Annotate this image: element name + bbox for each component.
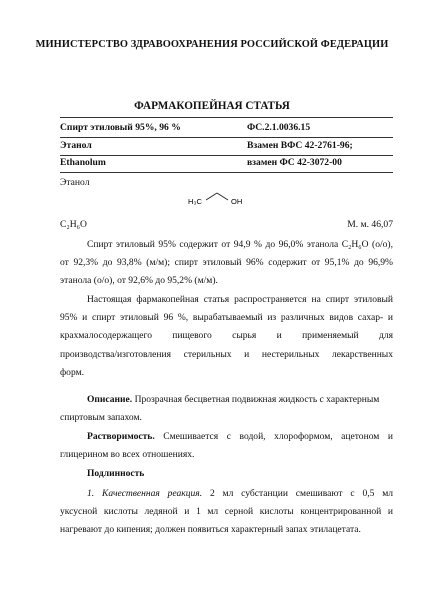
p2-line-4: производства/изготовления стерильных и нестерильных лекарственных — [60, 348, 393, 360]
structure-h3c-label: H₃C — [188, 197, 202, 206]
rule-3 — [60, 172, 393, 173]
replaces-2: взамен ФС 42-3072-00 — [247, 157, 342, 168]
ministry-heading: МИНИСТЕРСТВО ЗДРАВООХРАНЕНИЯ РОССИЙСКОЙ ФЕДЕРАЦИИ — [35, 39, 389, 50]
structure-bond-1 — [206, 193, 217, 200]
meta-row-name — [60, 140, 393, 154]
rule-2 — [60, 155, 393, 156]
identification-line-1 — [60, 485, 393, 503]
solubility-text-2: глицерином во всех отношениях. — [60, 449, 195, 461]
p2-line-2: 95% и спирт этиловый 96 %, вырабатываемый из различных видов сахар- и — [60, 312, 393, 324]
top-rule — [60, 117, 393, 118]
identification-text-1: 2 мл субстанции смешивают с 0,5 мл — [202, 488, 393, 499]
description-text-1: Прозрачная бесцветная подвижная жидкость с характерным — [132, 394, 380, 405]
section-identification — [60, 485, 393, 540]
solubility-line-1 — [60, 428, 393, 446]
description-line-1 — [60, 391, 393, 409]
russian-name: Этанол — [60, 140, 92, 151]
p1-line-1: Спирт этиловый 95% содержит от 94,9 % до 96,0% этанола C₂H₆O (о/о), — [87, 239, 393, 250]
paragraph-scope — [60, 291, 393, 382]
meta-row-latin — [60, 157, 393, 171]
latin-name: Ethanolum — [60, 157, 106, 168]
description-text-2: спиртовым запахом. — [60, 412, 142, 424]
molecular-formula: C₂H₆O — [60, 219, 87, 230]
p1-line-2: от 92,3% до 93,8% (м/м); спирт этиловый 96% содержит от 95,1% до 96,9% — [60, 257, 393, 269]
p2-line-5: форм. — [60, 366, 85, 378]
drug-name: Спирт этиловый 95%, 96 % — [60, 122, 181, 133]
identification-text-2: уксусной кислоты ледяной и 1 мл серной кислоты концентрированной и — [60, 506, 393, 518]
qualitative-reaction-label: 1. Качественная реакция. — [87, 488, 203, 499]
p2-line-3: крахмалосодержащего пищевого сырья и применяемый для — [60, 330, 393, 342]
article-type-title: ФАРМАКОПЕЙНАЯ СТАТЬЯ — [134, 100, 290, 112]
identification-heading: Подлинность — [87, 468, 145, 479]
substance-name: Этанол — [60, 177, 90, 188]
solubility-text-1: Смешивается с водой, хлороформом, ацетоном и — [154, 431, 393, 442]
molar-mass: М. м. 46,07 — [347, 219, 393, 230]
structure-bond-2 — [217, 193, 228, 200]
section-identification-heading — [60, 465, 393, 483]
p1-line-3: этанола (о/о), от 92,6% до 95,2% (м/м). — [60, 275, 218, 287]
article-code: ФС.2.1.0036.15 — [247, 122, 311, 133]
section-description — [60, 391, 393, 427]
section-solubility — [60, 428, 393, 464]
identification-heading-line — [60, 465, 393, 483]
description-label: Описание. — [87, 394, 133, 405]
p2-line-1: Настоящая фармакопейная статья распространяется на спирт этиловый — [87, 294, 393, 305]
structure-oh-label: OH — [231, 197, 243, 206]
identification-text-3: нагревают до кипения; должен появиться характерный запах этилацетата. — [60, 524, 361, 536]
meta-row-title — [60, 122, 393, 136]
replaces-1: Взамен ВФС 42-2761-96; — [247, 140, 353, 151]
rule-1 — [60, 137, 393, 138]
solubility-label: Растворимость. — [87, 431, 155, 442]
paragraph-content — [60, 236, 393, 291]
ethanol-structure-diagram — [186, 188, 256, 214]
